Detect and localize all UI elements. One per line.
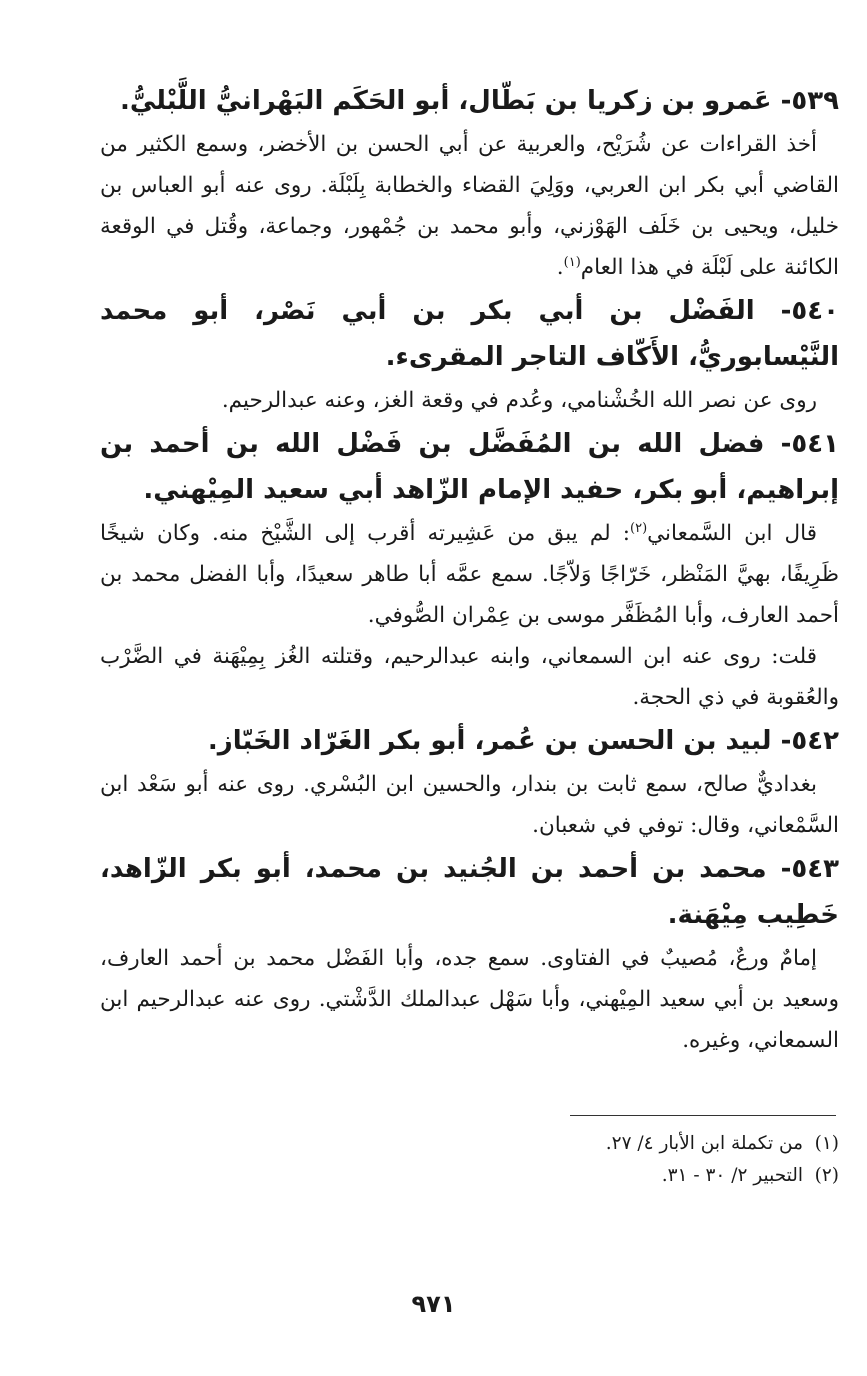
footnote-marker[interactable]: (١) bbox=[563, 254, 581, 270]
entry-paragraph: روى عن نصر الله الخُشْنامي، وعُدم في وقعة الغز، وعنه عبدالرحيم. bbox=[221, 388, 817, 413]
footnotes bbox=[100, 1128, 839, 1192]
entry-paragraph: أخذ القراءات عن شُرَيْح، والعربية عن أبي الحسن بن الأخضر، وسمع الكثير من القاضي أبي بكر ابن العربي، ووَلِيَ القضاء والخطابة بِلَبْلَة. روى عنه أبو العباس بن خليل، ويحيى بن خَلَف الهَوْزني، وأبو محمد بن جُمْهور، وجماعة، وقُتل في الوقعة الكائنة على لَبْلَة في هذا العام$^{(١)}$. bbox=[100, 132, 839, 280]
entry-paragraph: قلت: روى عنه ابن السمعاني، وابنه عبدالرحيم، وقتلته الغُز بِمِيْهَنة في الضَّرْب والعُقوبة في ذي الحجة. bbox=[100, 644, 839, 710]
footnote-marker[interactable]: (٢) bbox=[630, 520, 648, 536]
entry-paragraph: إمامٌ ورعٌ، مُصيبٌ في الفتاوى. سمع جده، وأبا الفَضْل محمد بن أحمد العارف، وسعيد بن أبي سعيد المِيْهني، وأبا سَهْل عبدالملك الدَّشْتي. روى عنه عبدالرحيم ابن السمعاني، وغيره. bbox=[100, 946, 839, 1053]
entry-heading: ٥٤٢- لبيد بن الحسن بن عُمر، أبو بكر الغَرّاد الخَبّاز. bbox=[207, 726, 839, 756]
footnote-number: (١) bbox=[814, 1133, 839, 1154]
entry-heading: ٥٣٩- عَمرو بن زكريا بن بَطّال، أبو الحَكَم البَهْرانيُّ اللَّبْليُّ. bbox=[120, 86, 839, 116]
footnote-text: من تكملة ابن الأبار ٤/ ٢٧. bbox=[605, 1133, 803, 1154]
page-number: ٩٧١ bbox=[411, 1290, 456, 1318]
footnote-text: التحبير ٢/ ٣٠ - ٣١. bbox=[661, 1165, 803, 1186]
entry-heading: ٥٤٣- محمد بن أحمد بن الجُنيد بن محمد، أبو بكر الزّاهد، خَطِيب مِيْهَنة. bbox=[100, 854, 839, 930]
entry-heading: ٥٤١- فضل الله بن المُفَضَّل بن فَضْل الله بن أحمد بن إبراهيم، أبو بكر، حفيد الإمام الزّاهد أبي سعيد المِيْهني. bbox=[100, 429, 839, 505]
footnote-number: (٢) bbox=[814, 1165, 839, 1186]
footnote bbox=[100, 1160, 839, 1192]
entry-paragraph: قال ابن السَّمعاني$^{(٢)}$: لم يبق من عَشِيرته أقرب إلى الشَّيْخ منه. وكان شيخًا ظَرِيفًا، بهيَّ المَنْظر، خَرّاجًا وَلاّجًا. سمع عمَّه أبا طاهر سعيدًا، وأبا الفضل محمد بن أحمد العارف، وأبا المُظَفَّر موسى بن عِمْران الصُّوفي. bbox=[100, 520, 839, 628]
entry-heading: ٥٤٠- الفَضْل بن أبي بكر بن أبي نَصْر، أبو محمد النَّيْسابوريُّ، الأَكّاف التاجر المقرىء. bbox=[100, 296, 839, 372]
main-text bbox=[100, 78, 839, 1061]
footnote-divider bbox=[570, 1115, 836, 1116]
entry-paragraph: بغداديٌّ صالح، سمع ثابت بن بندار، والحسين ابن البُسْري. روى عنه أبو سَعْد ابن السَّمْعاني، وقال: توفي في شعبان. bbox=[100, 772, 839, 838]
footnote bbox=[100, 1128, 839, 1160]
